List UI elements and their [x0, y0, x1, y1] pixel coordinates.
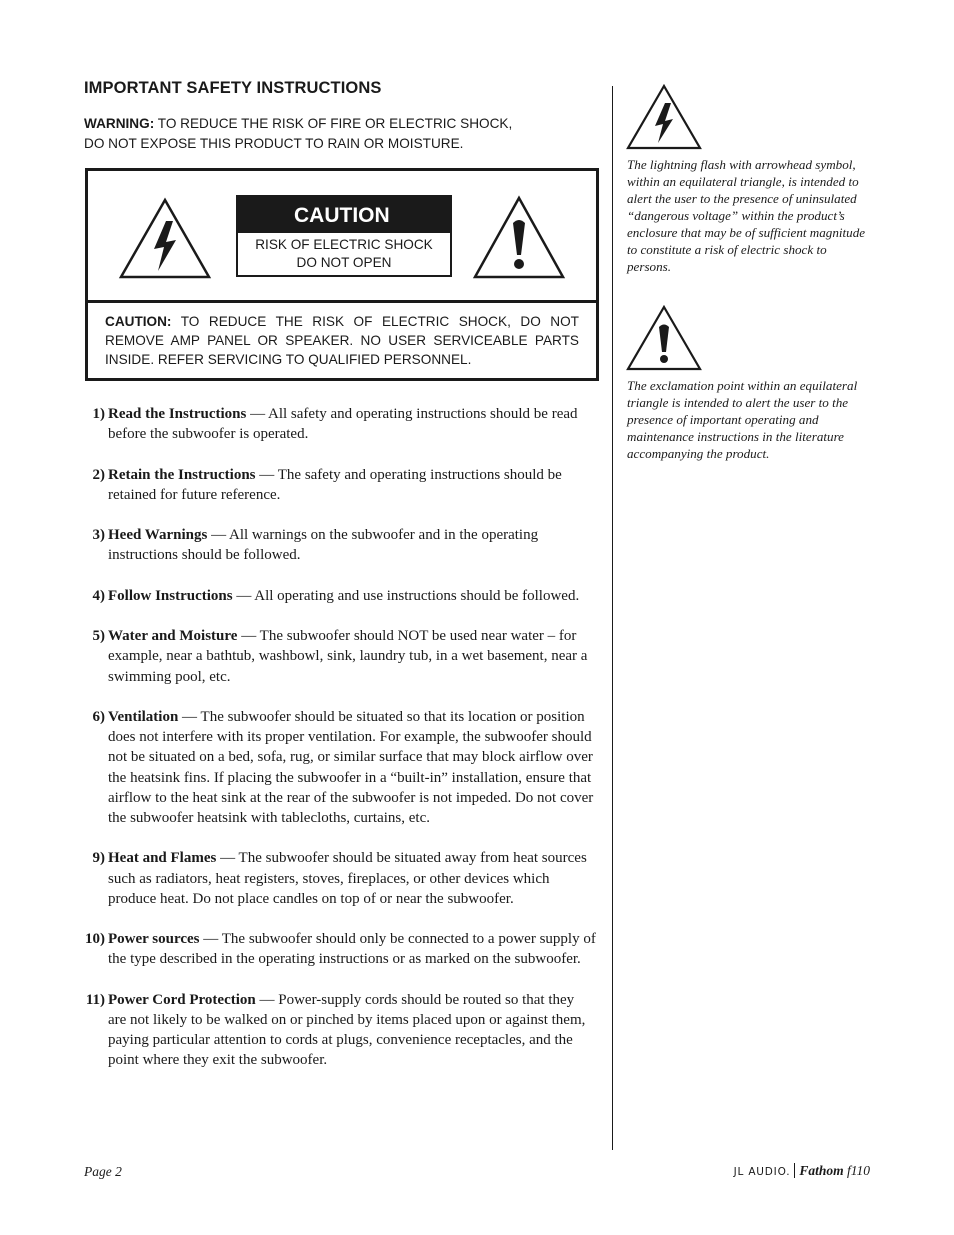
lightning-triangle-icon [118, 197, 212, 279]
instruction-number: 4) [92, 587, 105, 604]
instruction-term: Follow Instructions [108, 587, 233, 604]
instruction-item [84, 707, 596, 828]
instruction-text: — Power-supply cords should be routed so that they are not likely to be walked on or pinched by items placed upon or against them, paying particular attention to cords at plugs, convenience receptacles, and the point where they exit the subwoofer. [108, 991, 586, 1069]
warning-line-1: TO REDUCE THE RISK OF FIRE OR ELECTRIC SHOCK, [154, 116, 513, 131]
caution-title: CAUTION [238, 197, 450, 233]
warning-label: WARNING: [84, 116, 155, 131]
caution-label-panel [88, 171, 596, 303]
instruction-item [84, 929, 596, 969]
instruction-term: Power Cord Protection [108, 991, 256, 1008]
instruction-text: — All safety and operating instructions should be read before the subwoofer is operated. [108, 406, 578, 443]
instruction-item [84, 525, 596, 565]
instruction-number: 3) [92, 527, 105, 544]
instruction-text: — The subwoofer should only be connected to a power supply of the type described in the operating instructions or as marked on the subwoofer. [108, 931, 596, 968]
instruction-item [84, 848, 596, 909]
warning-statement [84, 114, 564, 153]
instruction-text: — All operating and use instructions should be followed. [232, 587, 580, 604]
caution-text-body: TO REDUCE THE RISK OF ELECTRIC SHOCK, DO NOT REMOVE AMP PANEL OR SPEAKER. NO USER SERVICEABLE PARTS INSIDE. REFER SERVICING TO QUALIFIED PERSONNEL. [105, 314, 579, 367]
instruction-term: Power sources [108, 931, 200, 948]
lightning-triangle-icon [626, 84, 702, 150]
caution-subtitle-line-1: RISK OF ELECTRIC SHOCK [255, 237, 433, 252]
exclamation-caption: The exclamation point within an equilateral triangle is intended to alert the user to the presence of important operating and maintenance instructions in the literature accompanying the product. [627, 378, 858, 461]
instruction-item [84, 990, 596, 1071]
brand-logo: JL AUDIO. [733, 1166, 791, 1178]
instruction-number: 9) [92, 850, 105, 867]
warning-line-2: DO NOT EXPOSE THIS PRODUCT TO RAIN OR MOISTURE. [84, 135, 464, 151]
instruction-term: Heat and Flames [108, 850, 217, 867]
instruction-number: 10) [85, 931, 105, 948]
instruction-text: — The subwoofer should NOT be used near water – for example, near a bathtub, washbowl, sink, laundry tub, in a wet basement, near a swimming pool, etc. [108, 628, 588, 685]
page-number: Page 2 [84, 1164, 122, 1179]
instruction-text: — All warnings on the subwoofer and in the operating instructions should be followed. [108, 527, 539, 564]
caution-statement [105, 312, 579, 369]
instruction-text: — The subwoofer should be situated away from heat sources such as radiators, heat registers, stoves, fireplaces, or other devices which produce heat. Do not place candles on top of or near the subwoofer. [108, 850, 587, 907]
caution-box [85, 168, 599, 381]
instruction-number: 2) [92, 466, 105, 483]
caution-subtitle [238, 233, 450, 272]
instruction-item [84, 626, 596, 687]
exclamation-triangle-icon [472, 195, 566, 279]
instruction-number: 11) [85, 991, 105, 1008]
instruction-number: 1) [92, 406, 105, 422]
caution-label [236, 195, 452, 277]
instruction-item [84, 404, 596, 444]
instruction-number: 5) [92, 628, 105, 645]
exclamation-triangle-icon [626, 305, 702, 371]
instruction-item [84, 465, 596, 505]
brand-separator [794, 1163, 795, 1178]
page-heading: IMPORTANT SAFETY INSTRUCTIONS [84, 79, 382, 97]
footer-brand [734, 1163, 870, 1179]
instruction-term: Heed Warnings [108, 527, 208, 544]
caution-subtitle-line-2: DO NOT OPEN [296, 255, 392, 270]
instruction-list [84, 404, 596, 1091]
instruction-term: Water and Moisture [108, 628, 238, 645]
instruction-text: — The safety and operating instructions should be retained for future reference. [108, 466, 562, 503]
instruction-number: 6) [92, 708, 105, 725]
caution-text-label: CAUTION: [105, 314, 172, 329]
model-number: f110 [843, 1163, 870, 1178]
column-divider [612, 86, 613, 1150]
lightning-caption: The lightning flash with arrowhead symbol, within an equilateral triangle, is intended to alert the user to the presence of uninsulated “dangerous voltage” within the product’s enclosure that may be of sufficient magnitude to constitute a risk of electric shock to persons. [627, 157, 866, 274]
instruction-term: Ventilation [108, 708, 179, 725]
instruction-term: Retain the Instructions [108, 466, 256, 483]
instruction-text: — The subwoofer should be situated so that its location or position does not interfere with its proper ventilation. For example, the subwoofer should not be situated on a bed, sofa, rug, or similar surface that may block airflow over the heatsink fins. If placing the subwoofer in a “built-in” installation, ensure that airflow to the heat sink at the rear of the subwoofer is not impeded. Do not cover the subwoofer heatsink with tablecloths, curtains, etc. [108, 708, 594, 826]
instruction-item [84, 586, 596, 606]
product-name: Fathom [799, 1163, 844, 1178]
instruction-term: Read the Instructions [108, 406, 247, 422]
